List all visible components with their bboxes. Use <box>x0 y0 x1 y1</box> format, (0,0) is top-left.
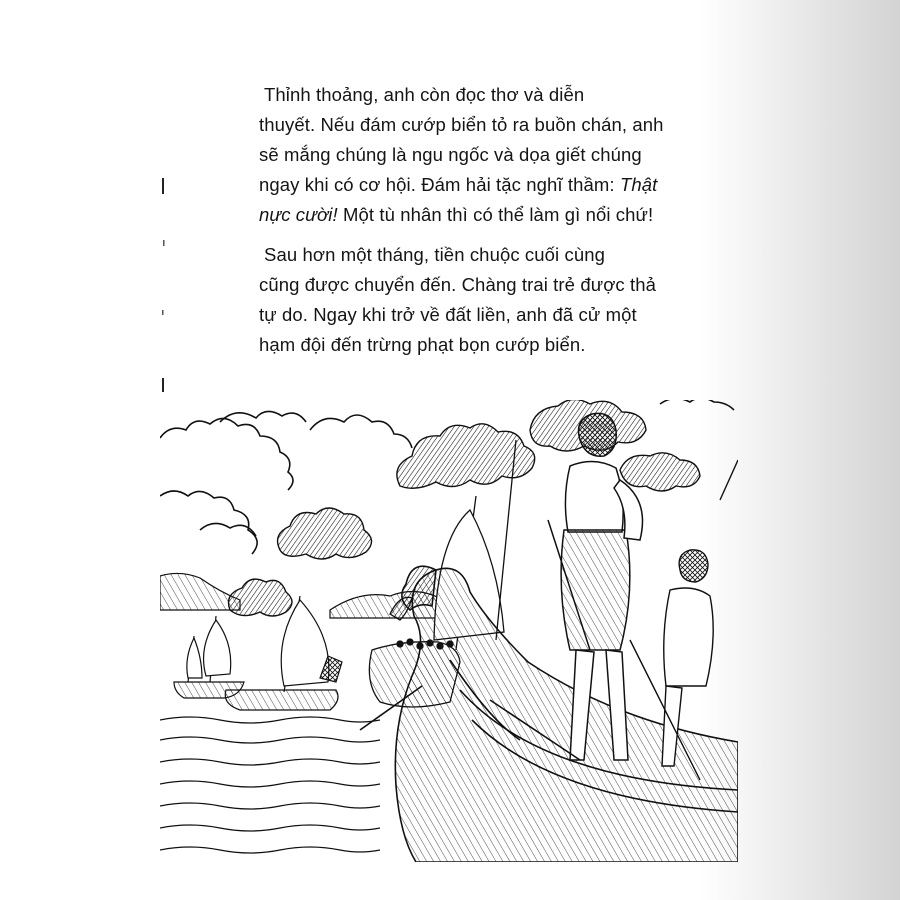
paragraph-2 <box>259 240 662 360</box>
text-line: Sau hơn một tháng, tiền chuộc cuối cùng <box>264 244 606 265</box>
text-line: sẽ mắng chúng là ngu ngốc và dọa giết chúng <box>259 144 642 165</box>
text-segment: Một tù nhân thì có thể làm gì nổi chứ! <box>337 204 654 225</box>
text-line: hạm đội đến trừng phạt bọn cướp biển. <box>259 334 586 355</box>
text-line: tự do. Ngay khi trở về đất liền, anh đã cử một <box>259 304 637 325</box>
sea-waves <box>160 717 380 853</box>
text-line: Thỉnh thoảng, anh còn đọc thơ và diễn <box>264 84 585 105</box>
distant-ship <box>174 616 244 698</box>
ship-illustration <box>160 400 738 862</box>
text-segment: ngay khi có cơ hội. Đám hải tặc nghĩ thầm: <box>259 174 615 195</box>
text-line: cũng được chuyển đến. Chàng trai trẻ được thả <box>259 274 657 295</box>
story-text <box>259 80 664 360</box>
text-line <box>259 170 662 200</box>
text-line: thuyết. Nếu đám cướp biển tỏ ra buồn chán, anh <box>259 114 664 135</box>
italic-text: nực cười! <box>259 204 338 225</box>
italic-text: Thật <box>619 174 658 195</box>
margin-ink-marks <box>160 160 168 400</box>
paragraph-1 <box>259 80 664 230</box>
text-line <box>259 200 662 230</box>
